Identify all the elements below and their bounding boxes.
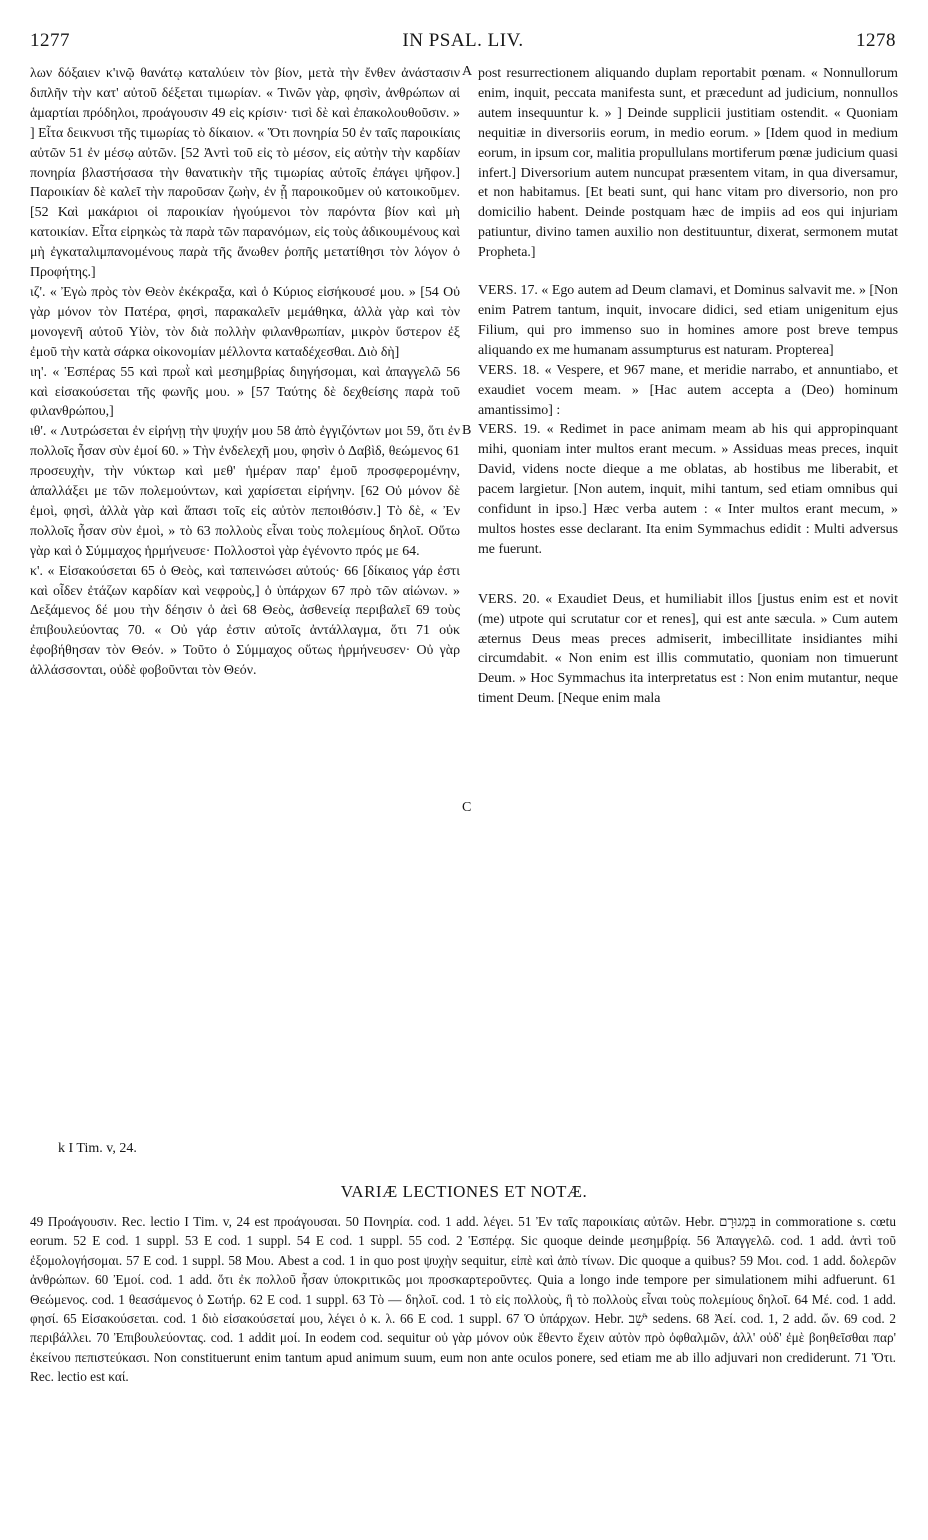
latin-paragraph: VERS. 19. « Redimet in pace animam meam ab his qui appropinquant mihi, quoniam inter multos erant mecum. » Assiduas meas preces, inquit David, videns nocte dieque a me oblatas, ab hostibus me liberabit, et pacem largietur. [Non autem, inquit, mihi tantum, sed etiam omnibus qui confidunt in ipso.] Hæc verba autem : « Inter multos erant mecum, » multos hostes esse declarant. Ita enim Symmachus edidit : Multi adversus me fuerunt.	[478, 422, 898, 557]
greek-column	[30, 64, 460, 681]
greek-paragraph: ιη'. « Ἑσπέρας 55 καὶ πρωῒ καὶ μεσημβρίας διηγήσομαι, καὶ ἀπαγγελῶ 56 καὶ εἰσακούσεται τῆς φωνῆς μου. » [57 Ταύτης δὲ δεχθείσης παρὰ τοῦ φιλανθρώπου,]	[30, 364, 460, 420]
notes-title: VARIÆ LECTIONES ET NOTÆ.	[340, 1182, 588, 1201]
variant-readings-notes: 49 Προάγουσιν. Rec. lectio I Tim. v, 24 est προάγουσαι. 50 Πονηρία. cod. 1 add. λέγει. 51 Ἐν ταῖς παροικίαις αὐτῶν. Hebr. בִּמְגוּרָם in commoratione s. cœtu eorum. 52 E cod. 1 suppl. 53 E cod. 1 suppl. 54 E cod. 1 suppl. 55 cod. 2 Ἑσπέρᾳ. Sic quoque deinde μεσημβρίᾳ. 56 Ἀπαγγελῶ. cod. 1 add. ἀντὶ τοῦ ἐξομολογήσομαι. 57 E cod. 1 suppl. 58 Μου. Abest a cod. 1 in quo post ψυχὴν sequitur, εἰπὲ καὶ ἀπὸ τίνων. Dic quoque a quibus? 59 Μοι. cod. 1 add. δολερῶν ἀνθρώπων. 60 Ἐμοί. cod. 1 add. ὅτι ἐκ πολλοῦ ἦσαν ὑποκριτικῶς μοι προσκαρτεροῦντες. Quia a longo inde tempore per simulationem mihi adfuerunt. 61 Θεώμενος. cod. 1 θεασάμενος ὁ Σωτήρ. 62 E cod. 1 suppl. 63 Τὸ — δηλοῖ. cod. 1 τὸ εἰς πολλοὺς, ἢ τὸ πολλοὺς εἶναι τοὺς πολεμίους δηλοῖ. 64 Μέ. cod. 1 add. φησί. 65 Εἰσακούσεται. cod. 1 διὸ εἰσακούσεταί μου, λέγει ὁ κ. λ. 66 E cod. 1 suppl. 67 Ὁ ὑπάρχων. Hebr. יֹשֵׁב sedens. 68 Ἀεί. cod. 1, 2 add. ὤν. 69 cod. 2 περιβάλλει. 70 Ἐπιβουλεύοντας. cod. 1 addit μοί. In eodem cod. sequitur οὐ γὰρ μόνον οὐκ ἔθεντο ἔχειν αὐτὸν πρὸ ὀφθαλμῶν, ἀλλ' οὐδ' ἐμὲ βοηθεῖσθαι παρ' ἐκείνου πεπιστεύκασι. Non constituerunt enim tantum apud animum suum, eum non ante oculos ponere, sed etiam me ab illo adjuvari non crediderunt. 71 Ὅτι. Rec. lectio est καί.	[30, 1214, 897, 1385]
running-header	[30, 30, 896, 54]
latin-paragraph: VERS. 17. « Ego autem ad Deum clamavi, et Dominus salvavit me. » [Non enim Patrem tantum, inquit, invocare didici, sed etiam unigenitum ejus Filium, qui pro immenso suo in homines amore post breve tempus aliquando ex me humanam assumpturus est naturam. Propterea]	[478, 283, 898, 358]
right-page-number: 1278	[856, 30, 896, 51]
column-marker-a: A	[462, 64, 473, 79]
latin-paragraph: VERS. 20. « Exaudiet Deus, et humiliabit illos [justus enim est et novit (me) utpote qui scrutatur cor et renes], qui est ante sæcula. » Cum autem æternus Deus meas preces admiserit, imbecillitate insidiantes mihi circumdabit. « Non enim est illis commutatio, quoniam non timuerunt Deum. » Hoc Symmachus ita interpretatus est : Non enim mutantur, neque timent Deum. [Neque enim mala	[478, 591, 898, 707]
latin-column	[478, 64, 898, 709]
left-page-number: 1277	[30, 30, 70, 51]
greek-paragraph: ιθ'. « Λυτρώσεται ἐν εἰρήνῃ τὴν ψυχήν μου 58 ἀπὸ ἐγγιζόντων μοι 59, ὅτι ἐν πολλοῖς ἦσαν σὺν ἐμοί 60. » Τὴν ἐνδελεχῆ μου, φησὶν ὁ Δαβὶδ, θεώμενος 61 προσευχὴν, τὴν νύκτωρ καὶ μεθ' ἡμέραν παρ' ἐμοῦ προσφερομένην, ἀπαλλάξει με τῶν πολεμούντων, καὶ χαρίσεται εἰρήνην. [62 Οὐ μόνον δὲ ἐμοὶ, φησὶ, ἀλλὰ γὰρ καὶ ἅπασι τοῖς εἰς αὐτὸν πεποιθόσιν.] Τὸ δὲ, « Ἐν πολλοῖς ἦσαν σὺν ἐμοὶ, » τὸ 63 πολλοὺς εἶναι τοὺς πολεμίους δηλοῖ. Οὕτω γὰρ καὶ ὁ Σύμμαχος ἡρμήνευσε· Πολλοστοὶ γὰρ ἐγένοντο πρός με 64.	[30, 424, 460, 559]
column-marker-b: B	[462, 423, 472, 438]
greek-paragraph: λων δόξαιεν κ'ινῷ θανάτῳ καταλύειν τὸν βίον, μετὰ τὴν ἔνθεν ἀνάστασιν διπλῆν τὴν κατ' αὐτοῦ δέξεται τιμωρίαν. « Τινῶν γὰρ, φησὶν, ἀνθρώπων αἱ ἁμαρτίαι πρόδηλοι, προάγουσιν 49 εἰς κρίσιν· τισὶ δὲ καὶ ἐπακολουθοῦσιν. » ] Εἶτα δεικνυσι τῆς τιμωρίας τὸ δίκαιον. « Ὅτι πονηρία 50 ἐν ταῖς παροικίαις αὐτῶν 51 ἐν μέσῳ αὐτῶν. [52 Ἀντὶ τοῦ εἰς τὸ μέσον, εἰς αὐτὴν τὴν καρδίαν πονηρία βλαστήσασα τὴν θανατικὴν τῆς τιμωρίας αὐτοῖς ἐπάγει ψῆφον.] Παροικίαν δὲ καλεῖ τὴν παροῦσαν ζωὴν, ἐν ᾗ παροικοῦμεν οὐ κατοικοῦμεν. [52 Καὶ μακάριοι οἱ παροικίαν ἡγούμενοι τὸν παρόντα βίον καὶ μὴ κατοικίαν. Εἶτα εἰρηκὼς τὰ παρὰ τῶν παρανόμων, εἰς τοὺς ἀδικουμένους καὶ μὴ ἐγκαταλιμπανομένους παρὰ τῆς ἄνωθεν ῥοπῆς μετατίθησι τὸν λόγον ὁ Προφήτης.]	[30, 66, 460, 281]
latin-paragraph: post resurrectionem aliquando duplam reportabit pœnam. « Nonnullorum enim, inquit, peccata manifesta sunt, et præcedunt ad judicium, nonnullos autem insequuntur k. » ] Deinde supplicii justitiam ostendit. « Quoniam nequitiæ in diversoriis eorum, in medio eorum. » [Idem quod in medium eorum, in ipsum cor, malitia propullulans mortiferum pœnæ judicium quasi infert.] Diversorium autem nuncupat præsentem vitam, in qua diversamur, et non habitamus. [Et beati sunt, qui hanc vitam pro diversorio, non pro domicilio habent. Deinde postquam hæc de impiis ad eos qui injuriam patiuntur, divino tamen auxilio non destituuntur, dixerat, sermonem mutat Propheta.]	[478, 66, 898, 261]
footnote: k I Tim. v, 24.	[58, 1141, 137, 1156]
running-title: IN PSAL. LIV.	[402, 30, 524, 51]
column-marker-c: C	[462, 800, 472, 815]
greek-paragraph: ιζ'. « Ἐγὼ πρὸς τὸν Θεὸν ἐκέκραξα, καὶ ὁ Κύριος εἰσήκουσέ μου. » [54 Οὐ γὰρ μόνον τὸν Πατέρα, φησὶ, παρακαλεῖν μεμάθηκα, ἀλλὰ γὰρ καὶ τὸν μονογενῆ αὐτοῦ Υἱὸν, τὸν διὰ πολλὴν φιλανθρωπίαν, μικρὸν ὕστερον ἐξ ἐμοῦ τὴν κατὰ σάρκα οἰκονομίαν μέλλοντα καταδέχεσθαι. Διὸ δὴ]	[30, 284, 460, 360]
greek-paragraph: κ'. « Εἰσακούσεται 65 ὁ Θεὸς, καὶ ταπεινώσει αὐτούς· 66 [δίκαιος γάρ ἐστι καὶ οἶδεν ἐτάζων καρδίαν καὶ νεφροὺς,] ὁ ὑπάρχων 67 πρὸ τῶν αἰώνων. » Δεξάμενος δέ μου τὴν δέησιν ὁ ἀεὶ 68 Θεὸς, ἀσθενείᾳ περιβαλεῖ 69 τοὺς ἐπιβουλεύοντας 70. « Οὐ γάρ ἐστιν αὐτοῖς ἀντάλλαγμα, ὅτι 71 οὐκ ἐφοβήθησαν τὸν Θεόν. » Τοῦτο ὁ Σύμμαχος οὕτως ἡρμήνευσεν· Οὐ γὰρ ἀλλάσσονται, οὐδὲ φοβοῦνται τὸν Θεόν.	[30, 563, 460, 679]
latin-paragraph: VERS. 18. « Vespere, et 967 mane, et meridie narrabo, et annuntiabo, et exaudiet vocem meam. » [Hac autem accepta a (Deo) hominum amantissimo] :	[478, 362, 898, 418]
